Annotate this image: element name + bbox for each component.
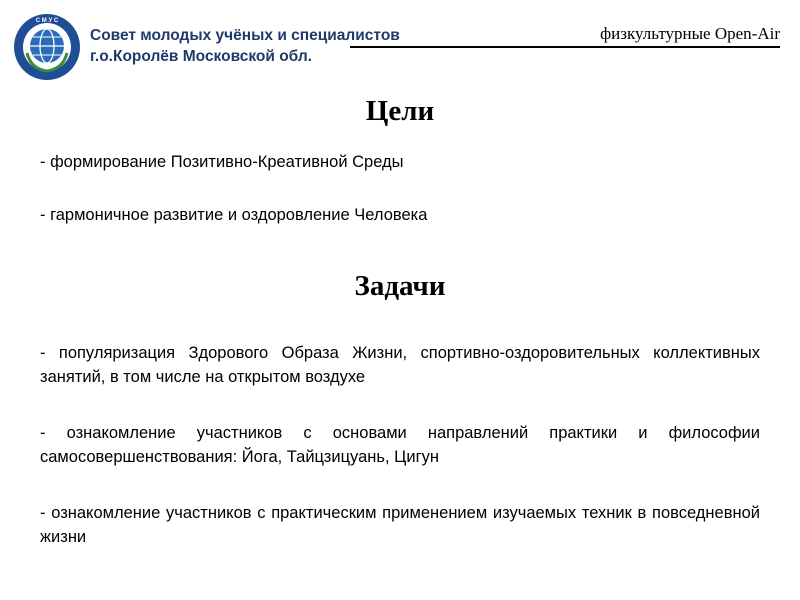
organization-line-2: г.о.Королёв Московской обл. — [90, 48, 313, 65]
goal-item-2: - гармоничное развитие и оздоровление Человека — [40, 206, 428, 224]
header-rule — [350, 46, 780, 48]
task-item-2: - ознакомление участников с основами направлений практики и философии самосовершенствования: Йога, Тайцзицуань, Цигун — [40, 424, 760, 466]
goal-item-1: - формирование Позитивно-Креативной Среды — [40, 153, 404, 171]
goals-title: Цели — [365, 95, 435, 127]
logo-emblem — [13, 13, 81, 81]
organization-line-1: Совет молодых учёных и специалистов — [90, 27, 400, 44]
task-item-1: - популяризация Здорового Образа Жизни, спортивно-оздоровительных коллективных занятий, в том числе на открытом воздухе — [40, 344, 760, 386]
task-item-3: - ознакомление участников с практическим применением изучаемых техник в повседневной жизни — [40, 504, 760, 546]
svg-text:С М У С: С М У С — [35, 18, 59, 24]
tagline: физкультурные Open-Air — [600, 24, 780, 43]
tasks-title: Задачи — [354, 270, 446, 302]
